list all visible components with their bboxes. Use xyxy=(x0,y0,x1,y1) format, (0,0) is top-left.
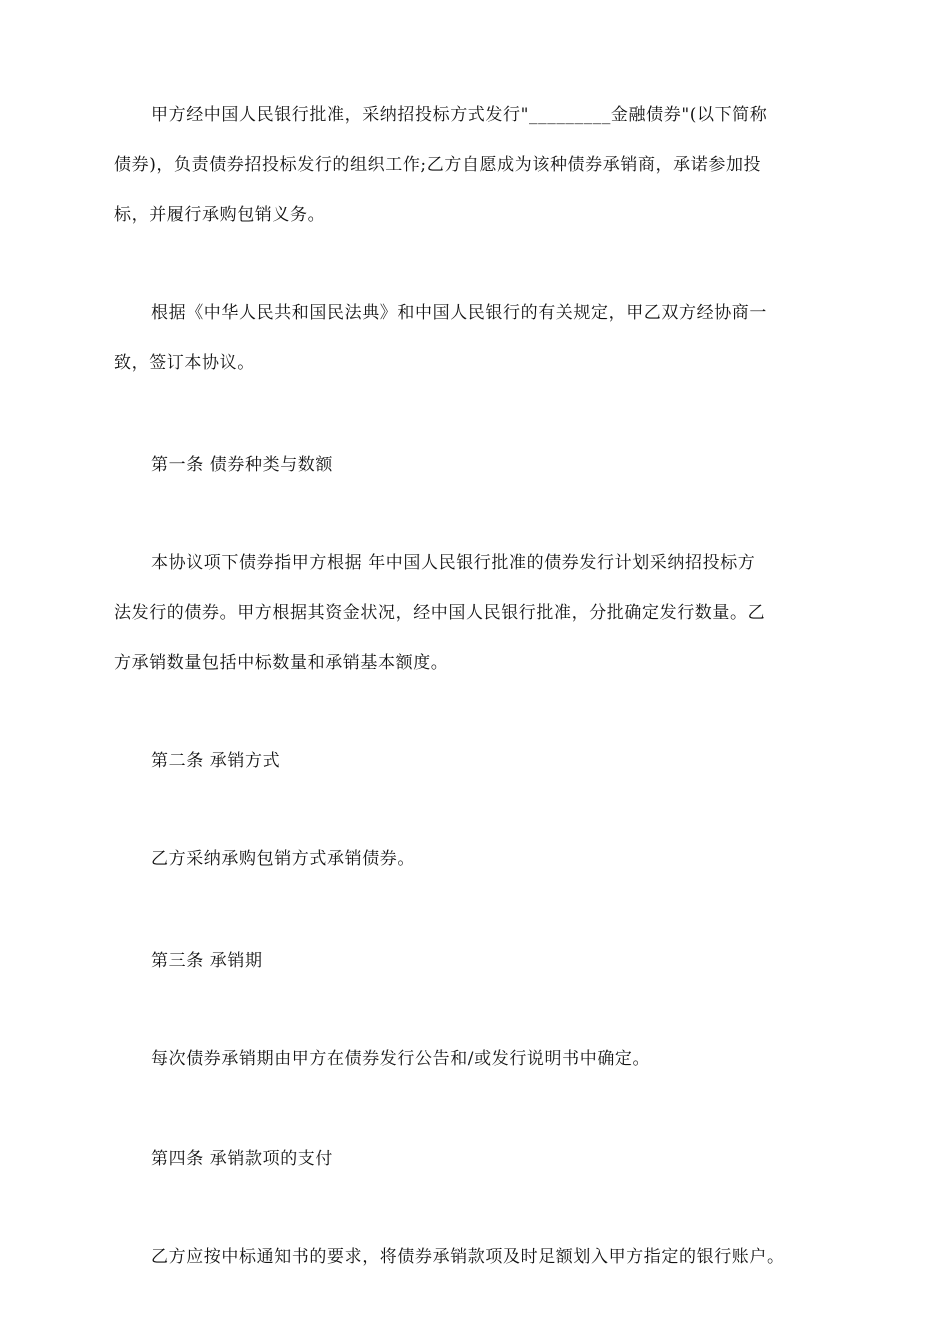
paragraph-line: 每次债券承销期由甲方在债券发行公告和/或发行说明书中确定。 xyxy=(151,1049,651,1069)
article-2-heading: 第二条 承销方式 xyxy=(151,751,281,771)
paragraph-line: 标，并履行承购包销义务。 xyxy=(114,205,326,225)
paragraph-line: 方承销数量包括中标数量和承销基本额度。 xyxy=(114,653,449,673)
paragraph-line: 乙方应按中标通知书的要求，将债券承销款项及时足额划入甲方指定的银行账户。 xyxy=(151,1247,785,1267)
paragraph-line: 致，签订本协议。 xyxy=(114,353,255,373)
paragraph-line: 法发行的债券。甲方根据其资金状况，经中国人民银行批准，分批确定发行数量。乙 xyxy=(114,603,766,623)
preamble-paragraph xyxy=(114,90,842,240)
paragraph-line: 根据《中华人民共和国民法典》和中国人民银行的有关规定，甲乙双方经协商一 xyxy=(151,303,767,323)
article-4-body xyxy=(114,1232,842,1282)
article-3-body xyxy=(114,1034,842,1084)
article-1-body xyxy=(114,538,842,688)
paragraph-line: 本协议项下债券指甲方根据 年中国人民银行批准的债券发行计划采纳招投标方 xyxy=(151,553,756,573)
basis-paragraph xyxy=(114,288,842,388)
article-4-heading: 第四条 承销款项的支付 xyxy=(151,1149,334,1169)
article-3-heading: 第三条 承销期 xyxy=(151,951,263,971)
paragraph-line: 甲方经中国人民银行批准，采纳招投标方式发行"_________金融债券"(以下简称 xyxy=(151,105,768,125)
paragraph-line: 乙方采纳承购包销方式承销债券。 xyxy=(151,849,415,869)
article-1-heading: 第一条 债券种类与数额 xyxy=(151,455,334,475)
article-2-body xyxy=(114,834,842,884)
paragraph-line: 债券)，负责债券招投标发行的组织工作;乙方自愿成为该种债券承销商，承诺参加投 xyxy=(114,155,762,175)
